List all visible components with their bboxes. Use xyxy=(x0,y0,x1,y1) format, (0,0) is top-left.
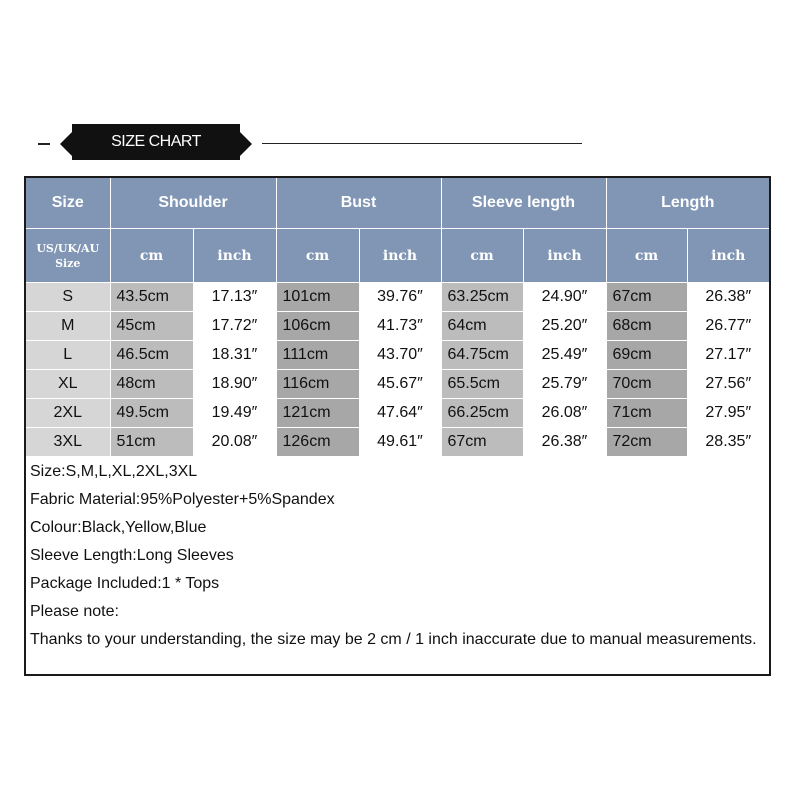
cell-size: S xyxy=(26,283,110,312)
cell-sleeve-cm: 67cm xyxy=(441,428,523,457)
unit-header-row xyxy=(26,229,769,283)
note-line: Thanks to your understanding, the size may be 2 cm / 1 inch inaccurate due to manual measurements. xyxy=(30,631,757,648)
cell-size: L xyxy=(26,341,110,370)
banner-tail-left xyxy=(60,132,72,156)
note-line: Colour:Black,Yellow,Blue xyxy=(30,519,207,536)
cell-length-inch: 26.77″ xyxy=(687,312,769,341)
table-row xyxy=(26,370,769,399)
cell-bust-cm: 106cm xyxy=(276,312,359,341)
cell-length-inch: 27.56″ xyxy=(687,370,769,399)
cell-length-inch: 27.17″ xyxy=(687,341,769,370)
unit-header-cm: cm xyxy=(276,229,359,283)
cell-sleeve-cm: 64cm xyxy=(441,312,523,341)
cell-sleeve-cm: 65.5cm xyxy=(441,370,523,399)
cell-bust-inch: 41.73″ xyxy=(359,312,441,341)
size-label: Size xyxy=(55,256,81,270)
cell-shoulder-inch: 18.31″ xyxy=(193,341,276,370)
cell-sleeve-cm: 66.25cm xyxy=(441,399,523,428)
cell-sleeve-inch: 26.08″ xyxy=(523,399,606,428)
cell-length-inch: 27.95″ xyxy=(687,399,769,428)
cell-sleeve-inch: 25.79″ xyxy=(523,370,606,399)
note-line: Fabric Material:95%Polyester+5%Spandex xyxy=(30,491,335,508)
cell-shoulder-inch: 18.90″ xyxy=(193,370,276,399)
unit-header-cm: cm xyxy=(606,229,687,283)
size-rows xyxy=(26,283,769,457)
note-line: Size:S,M,L,XL,2XL,3XL xyxy=(30,463,198,480)
banner-tail-right xyxy=(240,132,252,156)
unit-header-cm: cm xyxy=(441,229,523,283)
table-row xyxy=(26,312,769,341)
cell-shoulder-inch: 17.13″ xyxy=(193,283,276,312)
cell-bust-cm: 111cm xyxy=(276,341,359,370)
cell-sleeve-cm: 64.75cm xyxy=(441,341,523,370)
note-line: Package Included:1 * Tops xyxy=(30,575,220,592)
cell-length-cm: 68cm xyxy=(606,312,687,341)
note-line: Please note: xyxy=(30,603,119,620)
size-region-label: US/UK/AU xyxy=(36,241,100,255)
cell-shoulder-inch: 20.08″ xyxy=(193,428,276,457)
cell-bust-inch: 45.67″ xyxy=(359,370,441,399)
cell-shoulder-cm: 43.5cm xyxy=(110,283,193,312)
cell-shoulder-cm: 49.5cm xyxy=(110,399,193,428)
cell-bust-cm: 126cm xyxy=(276,428,359,457)
cell-size: M xyxy=(26,312,110,341)
cell-length-cm: 69cm xyxy=(606,341,687,370)
header-rule xyxy=(262,143,582,144)
cell-sleeve-inch: 25.49″ xyxy=(523,341,606,370)
cell-bust-inch: 39.76″ xyxy=(359,283,441,312)
cell-length-cm: 67cm xyxy=(606,283,687,312)
cell-length-cm: 71cm xyxy=(606,399,687,428)
cell-bust-inch: 43.70″ xyxy=(359,341,441,370)
unit-header-inch: inch xyxy=(523,229,606,283)
cell-sleeve-inch: 25.20″ xyxy=(523,312,606,341)
group-header-size: Size xyxy=(26,178,110,229)
table-row xyxy=(26,399,769,428)
cell-size: XL xyxy=(26,370,110,399)
cell-bust-cm: 101cm xyxy=(276,283,359,312)
group-header-sleeve-length: Sleeve length xyxy=(441,178,606,229)
group-header-row xyxy=(26,178,769,229)
size-table xyxy=(26,178,769,456)
cell-length-cm: 70cm xyxy=(606,370,687,399)
cell-bust-inch: 49.61″ xyxy=(359,428,441,457)
size-chart-banner xyxy=(58,124,254,160)
unit-header-cm: cm xyxy=(110,229,193,283)
unit-header-size xyxy=(26,229,110,283)
cell-shoulder-inch: 17.72″ xyxy=(193,312,276,341)
cell-size: 2XL xyxy=(26,399,110,428)
cell-sleeve-inch: 26.38″ xyxy=(523,428,606,457)
banner-title: SIZE CHART xyxy=(72,124,240,160)
cell-size: 3XL xyxy=(26,428,110,457)
cell-bust-cm: 116cm xyxy=(276,370,359,399)
table-row xyxy=(26,341,769,370)
cell-length-inch: 28.35″ xyxy=(687,428,769,457)
cell-shoulder-cm: 46.5cm xyxy=(110,341,193,370)
cell-shoulder-cm: 45cm xyxy=(110,312,193,341)
table-row xyxy=(26,283,769,312)
unit-header-inch: inch xyxy=(687,229,769,283)
cell-sleeve-cm: 63.25cm xyxy=(441,283,523,312)
group-header-bust: Bust xyxy=(276,178,441,229)
cell-bust-inch: 47.64″ xyxy=(359,399,441,428)
cell-length-inch: 26.38″ xyxy=(687,283,769,312)
unit-header-inch: inch xyxy=(359,229,441,283)
cell-shoulder-inch: 19.49″ xyxy=(193,399,276,428)
header-dash xyxy=(38,143,50,145)
cell-length-cm: 72cm xyxy=(606,428,687,457)
cell-bust-cm: 121cm xyxy=(276,399,359,428)
group-header-shoulder: Shoulder xyxy=(110,178,276,229)
group-header-length: Length xyxy=(606,178,769,229)
cell-sleeve-inch: 24.90″ xyxy=(523,283,606,312)
table-row xyxy=(26,428,769,457)
cell-shoulder-cm: 51cm xyxy=(110,428,193,457)
note-line: Sleeve Length:Long Sleeves xyxy=(30,547,234,564)
cell-shoulder-cm: 48cm xyxy=(110,370,193,399)
unit-header-inch: inch xyxy=(193,229,276,283)
size-chart-panel xyxy=(24,176,771,676)
product-notes xyxy=(30,458,766,654)
